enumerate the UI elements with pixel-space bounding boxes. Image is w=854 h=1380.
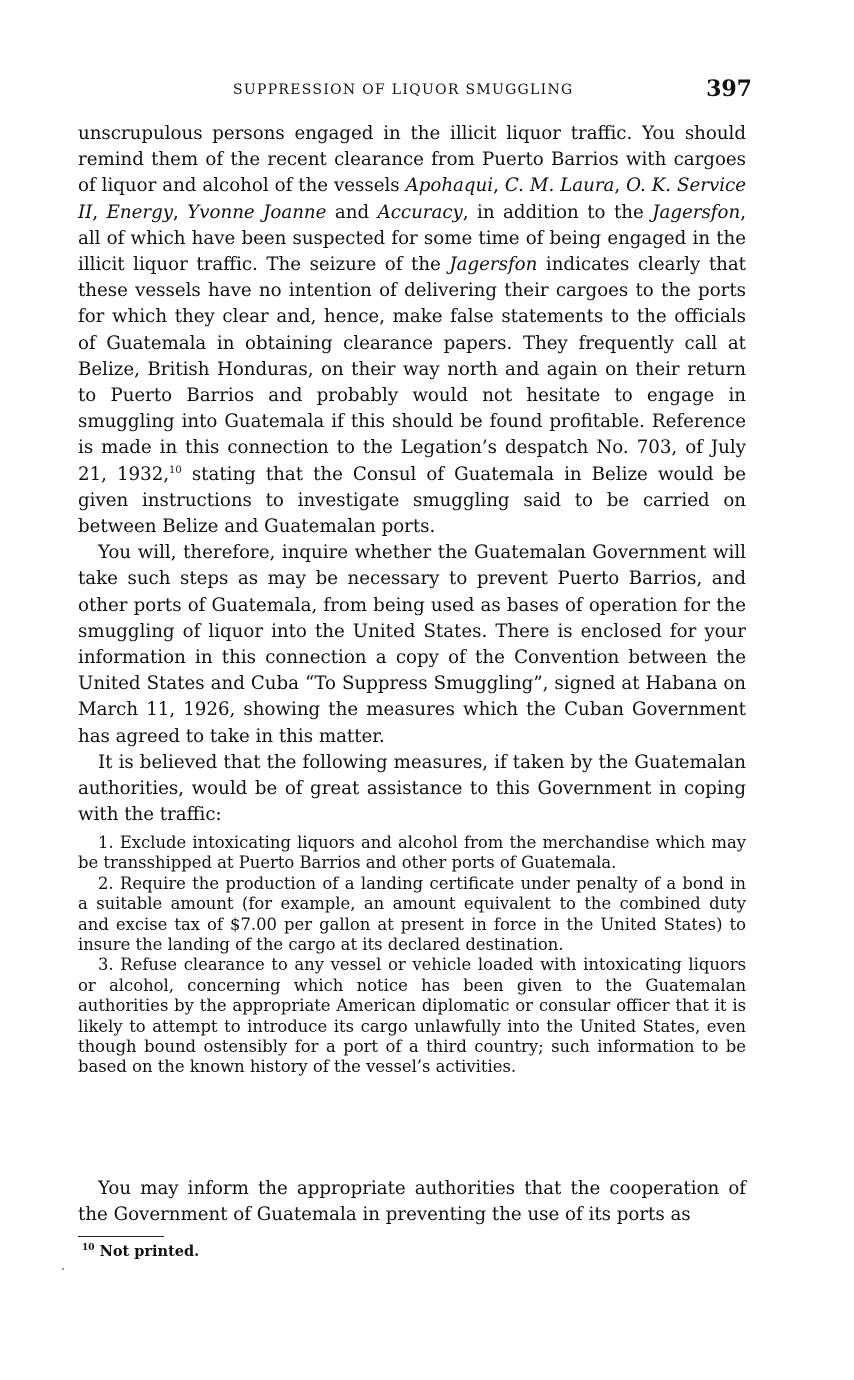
footnote-number: 10 bbox=[82, 1243, 95, 1254]
vessel-name: Jagersfon bbox=[652, 201, 741, 223]
page-header bbox=[78, 76, 752, 108]
paragraph-1: unscrupulous persons engaged in the illicit liquor traffic. You should remind them of the recent clearance from Puerto Barrios with cargoes of liquor and alcohol of the vessels Apohaqui, C. M. Laura, O. K. Service II, Energy, Yvonne Joanne and Accuracy, in addition to the Jagersfon, all of which have been suspected for some time of being engaged in the illicit liquor traffic. The seizure of the Jagersfon indicates clearly that these vessels have no intention of delivering their cargoes to the ports for which they clear and, hence, make false statements to the officials of Guatemala in obtaining clearance papers. They frequently call at Belize, British Honduras, on their way north and again on their return to Puerto Barrios and probably would not hesitate to engage in smuggling into Guatemala if this should be found profitable. Reference is made in this connection to the Legation’s despatch No. 703, of July 21, 1932,10 stating that the Consul of Guatemala in Belize would be given instructions to investigate smuggling said to be carried on between Belize and Guatemalan ports. bbox=[78, 123, 746, 538]
footnote-reference: 10 bbox=[169, 464, 182, 476]
vessel-name: O. K. Service II bbox=[78, 175, 746, 223]
list-item: 3. Refuse clearance to any vessel or vehicle loaded with intoxicating liquors or alcohol, concerning which notice has been given to the Guatemalan authorities by the appropriate American diplomatic or consular officer that it is likely to attempt to introduce its cargo unlawfully into the United States, even though bound ostensibly for a port of a third country; such information to be based on the known history of the vessel’s activities. bbox=[78, 955, 746, 1077]
vessel-name: Accuracy bbox=[377, 201, 463, 223]
measures-list bbox=[78, 833, 746, 1078]
list-item: 1. Exclude intoxicating liquors and alcohol from the merchandise which may be transshipped at Puerto Barrios and other ports of Guatemala. bbox=[78, 833, 746, 873]
closing-paragraph bbox=[78, 1176, 746, 1228]
margin-mark bbox=[62, 1268, 64, 1270]
footnote bbox=[82, 1243, 199, 1260]
paragraph-4: You may inform the appropriate authorities that the cooperation of the Government of Guatemala in preventing the use of its ports as bbox=[78, 1178, 746, 1226]
footnote-divider bbox=[78, 1236, 164, 1237]
vessel-name: Apohaqui bbox=[405, 175, 494, 197]
paragraph-3: It is believed that the following measures, if taken by the Guatemalan authorities, would be of great assistance to this Government in coping with the traffic: bbox=[78, 751, 746, 826]
vessel-name: C. M. Laura bbox=[504, 175, 615, 197]
body-text bbox=[78, 121, 746, 828]
running-head: SUPPRESSION OF LIQUOR SMUGGLING bbox=[233, 82, 574, 98]
vessel-name: Yvonne Joanne bbox=[187, 201, 327, 223]
vessel-name: Energy bbox=[106, 201, 173, 223]
paragraph-2: You will, therefore, inquire whether the Guatemalan Government will take such steps as may be necessary to prevent Puerto Barrios, and other ports of Guatemala, from being used as bases of operation for the smuggling of liquor into the United States. There is enclosed for your information in this connection a copy of the Convention between the United States and Cuba “To Suppress Smuggling”, signed at Habana on March 11, 1926, showing the measures which the Cuban Government has agreed to take in this matter. bbox=[78, 542, 746, 747]
footnote-text: Not printed. bbox=[94, 1243, 200, 1260]
page-number: 397 bbox=[706, 76, 752, 102]
list-item: 2. Require the production of a landing certificate under penalty of a bond in a suitable amount (for example, an amount equivalent to the combined duty and excise tax of $7.00 per gallon at present in force in the United States) to insure the landing of the cargo at its declared destination. bbox=[78, 873, 746, 955]
vessel-name: Jagersfon bbox=[449, 254, 538, 276]
